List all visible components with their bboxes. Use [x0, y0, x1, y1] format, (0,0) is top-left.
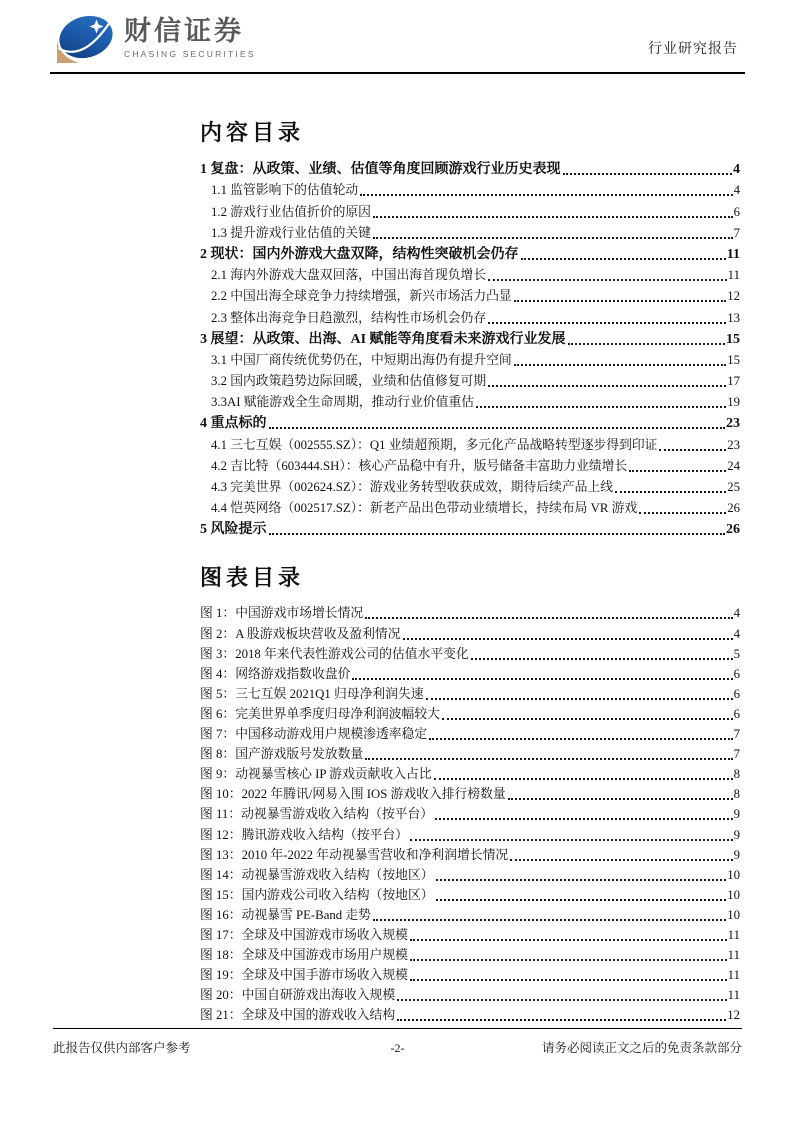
dot-leader	[410, 979, 727, 981]
figure-entry-page-number: 10	[727, 867, 740, 882]
dot-leader	[373, 216, 733, 218]
toc-entry-subsection[interactable]	[200, 369, 740, 390]
figure-entry-page-number: 9	[733, 847, 740, 862]
toc-entry-label: 2.1 海内外游戏大盘双回落，中国出海首现负增长	[211, 268, 487, 283]
toc-entry-section[interactable]	[200, 327, 740, 348]
dot-leader	[659, 449, 726, 451]
dot-leader	[514, 300, 726, 302]
dot-leader	[568, 343, 725, 345]
logo-mark-icon	[56, 12, 114, 64]
toc-entry-label: 1.1 监管影响下的估值轮动	[211, 183, 359, 198]
toc-title: 内容目录	[200, 120, 305, 145]
toc-entry-page-number: 23	[727, 437, 740, 452]
figure-entry-label: 图 16：动视暴雪 PE-Band 走势	[200, 907, 371, 922]
figure-entry[interactable]	[200, 904, 740, 924]
figure-entry-page-number: 11	[727, 927, 740, 942]
toc-entry-label: 4 重点标的	[200, 416, 267, 432]
figure-entry-page-number: 7	[733, 727, 740, 742]
figure-entry-label: 图 19：全球及中国手游市场收入规模	[200, 968, 408, 983]
figure-entry-page-number: 11	[727, 988, 740, 1003]
toc-entry-label: 4.4 恺英网络（002517.SZ）：新老产品出色带动业绩增长，持续布局 VR 游戏	[211, 501, 638, 516]
toc-entry-subsection[interactable]	[200, 432, 740, 453]
dot-leader	[615, 491, 726, 493]
figure-entry-page-number: 9	[733, 827, 740, 842]
figure-entry-page-number: 6	[733, 706, 740, 721]
dot-leader	[442, 718, 733, 720]
footer-page-number: -2-	[390, 1041, 405, 1055]
dot-leader	[629, 470, 726, 472]
header-divider	[50, 72, 745, 74]
toc-entry-label: 3.1 中国厂商传统优势仍在，中短期出海仍有提升空间	[211, 352, 512, 367]
figure-entry[interactable]	[200, 944, 740, 964]
toc-entry-page-number: 19	[727, 395, 740, 410]
dot-leader	[488, 279, 727, 281]
figure-entry-label: 图 10：2022 年腾讯/网易入围 IOS 游戏收入排行榜数量	[200, 787, 506, 802]
dot-leader	[269, 533, 726, 535]
figure-entry-label: 图 20：中国自研游戏出海收入规模	[200, 988, 396, 1003]
toc-entry-section[interactable]	[200, 157, 740, 178]
footer-row	[53, 1029, 742, 1056]
figure-entry-page-number: 8	[733, 787, 740, 802]
toc-entry-subsection[interactable]	[200, 496, 740, 517]
figure-entry[interactable]	[200, 1004, 740, 1024]
figure-entry-page-number: 11	[727, 948, 740, 963]
toc-entry-label: 1.3 提升游戏行业估值的关键	[211, 225, 371, 240]
toc-entry-page-number: 23	[726, 416, 740, 432]
toc-entry-label: 4.1 三七互娱（002555.SZ）：Q1 业绩超预期，多元化产品战略转型逐步得到印证	[211, 437, 658, 452]
figure-entry-label: 图 18：全球及中国游戏市场用户规模	[200, 948, 408, 963]
toc-entry-subsection[interactable]	[200, 390, 740, 411]
dot-leader	[436, 879, 727, 881]
toc-entry-page-number: 15	[726, 331, 740, 347]
dot-leader	[488, 385, 726, 387]
dot-leader	[373, 919, 726, 921]
toc-entry-label: 3.3AI 赋能游戏全生命周期，推动行业价值重估	[211, 395, 475, 410]
figure-entry[interactable]	[200, 602, 740, 622]
toc-entry-subsection[interactable]	[200, 454, 740, 475]
dot-leader	[373, 237, 733, 239]
toc-list	[200, 157, 740, 538]
toc-entry-page-number: 11	[727, 268, 740, 283]
toc-entry-page-number: 11	[726, 246, 740, 262]
toc-entry-page-number: 4	[733, 162, 740, 178]
toc-entry-page-number: 6	[733, 204, 740, 219]
figure-entry[interactable]	[200, 683, 740, 703]
toc-entry-page-number: 26	[726, 522, 740, 538]
figure-entry[interactable]	[200, 864, 740, 884]
toc-entry-subsection[interactable]	[200, 221, 740, 242]
toc-entry-page-number: 15	[727, 352, 740, 367]
figure-entry[interactable]	[200, 723, 740, 743]
dot-leader	[476, 406, 726, 408]
figure-entry[interactable]	[200, 984, 740, 1004]
figure-entry-page-number: 4	[733, 626, 740, 641]
figure-entry-page-number: 7	[733, 747, 740, 762]
toc-entry-subsection[interactable]	[200, 348, 740, 369]
figure-entry[interactable]	[200, 823, 740, 843]
dot-leader	[410, 959, 727, 961]
dot-leader	[426, 698, 733, 700]
toc-entry-section[interactable]	[200, 411, 740, 432]
dot-leader	[360, 194, 732, 196]
dot-leader	[435, 818, 733, 820]
figure-entry-label: 图 1：中国游戏市场增长情况	[200, 606, 364, 621]
toc-entry-label: 4.3 完美世界（002624.SZ）：游戏业务转型收获成效，期待后续产品上线	[211, 480, 614, 494]
figure-entry-label: 图 7：中国移动游戏用户规模渗透率稳定	[200, 727, 428, 742]
toc-entry-page-number: 26	[727, 501, 740, 516]
figure-list	[200, 602, 740, 1024]
dot-leader	[397, 999, 727, 1001]
figure-entry[interactable]	[200, 924, 740, 944]
dot-leader	[410, 939, 727, 941]
toc-entry-section[interactable]	[200, 517, 740, 538]
toc-entry-page-number: 17	[727, 374, 740, 389]
figure-entry-label: 图 6：完美世界单季度归母净利润波幅较大	[200, 706, 440, 721]
figure-entry[interactable]	[200, 663, 740, 683]
toc-entry-section[interactable]	[200, 242, 740, 263]
dot-leader	[508, 798, 733, 800]
figure-entry[interactable]	[200, 622, 740, 642]
figure-entry[interactable]	[200, 643, 740, 663]
toc-entry-label: 2 现状：国内外游戏大盘双降，结构性突破机会仍存	[200, 246, 519, 262]
figure-entry-page-number: 10	[727, 887, 740, 902]
figure-entry[interactable]	[200, 884, 740, 904]
company-logo	[56, 12, 256, 64]
figure-entry-label: 图 5：三七互娱 2021Q1 归母净利润失速	[200, 686, 424, 701]
toc-entry-subsection[interactable]	[200, 199, 740, 220]
figure-entry[interactable]	[200, 783, 740, 803]
figure-entry[interactable]	[200, 844, 740, 864]
figure-entry[interactable]	[200, 803, 740, 823]
figure-entry-page-number: 6	[733, 666, 740, 681]
figure-entry-label: 图 13：2010 年-2022 年动视暴雪营收和净利润增长情况	[200, 847, 509, 862]
figure-entry[interactable]	[200, 703, 740, 723]
report-type-label: 行业研究报告	[648, 42, 738, 57]
toc-entry-label: 5 风险提示	[200, 522, 267, 538]
figure-entry-label: 图 11：动视暴雪游戏收入结构（按平台）	[200, 807, 434, 822]
toc-entry-label: 4.2 吉比特（603444.SH）：核心产品稳中有升，版号储备丰富助力业绩增长	[211, 458, 628, 473]
dot-leader	[521, 258, 726, 260]
dot-leader	[410, 839, 733, 841]
dot-leader	[434, 778, 733, 780]
figure-entry[interactable]	[200, 763, 740, 783]
dot-leader	[471, 658, 733, 660]
toc-entry-label: 1 复盘：从政策、业绩、估值等角度回顾游戏行业历史表现	[200, 162, 561, 178]
toc-entry-subsection[interactable]	[200, 178, 740, 199]
dot-leader	[365, 758, 732, 760]
figure-entry-page-number: 5	[733, 646, 740, 661]
toc-entry-subsection[interactable]	[200, 284, 740, 305]
logo-name-cn: 财信证券	[124, 16, 244, 47]
dot-leader	[429, 738, 732, 740]
toc-entry-label: 2.3 整体出海竞争日趋激烈，结构性市场机会仍存	[211, 310, 487, 325]
figure-entry-label: 图 12：腾讯游戏收入结构（按平台）	[200, 827, 408, 842]
footer-disclaimer-left: 此报告仅供内部客户参考	[53, 1041, 191, 1055]
footer-disclaimer-right: 请务必阅读正文之后的免责条款部分	[541, 1041, 742, 1055]
figures-title: 图表目录	[200, 565, 305, 591]
figure-entry-page-number: 11	[727, 968, 740, 983]
figure-entry-page-number: 9	[733, 807, 740, 822]
figure-entry-label: 图 14：动视暴雪游戏收入结构（按地区）	[200, 867, 434, 882]
dot-leader	[514, 364, 726, 366]
logo-text	[124, 17, 256, 58]
figure-entry-page-number: 12	[727, 1008, 740, 1023]
figure-entry-label: 图 9：动视暴雪核心 IP 游戏贡献收入占比	[200, 767, 432, 782]
table-of-contents	[200, 120, 740, 1024]
dot-leader	[639, 512, 726, 514]
dot-leader	[365, 617, 732, 619]
toc-entry-subsection[interactable]	[200, 475, 740, 496]
toc-entry-label: 3.2 国内政策趋势边际回暖，业绩和估值修复可期	[211, 374, 487, 389]
figure-entry-label: 图 17：全球及中国游戏市场收入规模	[200, 927, 408, 942]
figure-entry-label: 图 8：国产游戏版号发放数量	[200, 747, 364, 762]
figure-entry-label: 图 3：2018 年来代表性游戏公司的估值水平变化	[200, 646, 469, 661]
dot-leader	[397, 1019, 726, 1021]
toc-entry-page-number: 7	[733, 225, 740, 240]
dot-leader	[352, 678, 732, 680]
page-footer	[53, 1028, 742, 1056]
toc-entry-label: 2.2 中国出海全球竞争力持续增强，新兴市场活力凸显	[211, 289, 512, 304]
toc-entry-page-number: 12	[727, 289, 740, 304]
figure-entry[interactable]	[200, 964, 740, 984]
figure-entry-label: 图 15：国内游戏公司收入结构（按地区）	[200, 887, 434, 902]
figure-entry-page-number: 6	[733, 686, 740, 701]
figure-entry-page-number: 4	[733, 606, 740, 621]
toc-entry-page-number: 25	[727, 480, 740, 494]
toc-entry-label: 1.2 游戏行业估值折价的原因	[211, 204, 371, 219]
logo-name-en: CHASING SECURITIES	[124, 48, 256, 59]
dot-leader	[436, 899, 727, 901]
toc-entry-subsection[interactable]	[200, 263, 740, 284]
figure-entry-page-number: 10	[727, 907, 740, 922]
toc-entry-page-number: 24	[727, 458, 740, 473]
dot-leader	[488, 322, 726, 324]
toc-entry-subsection[interactable]	[200, 305, 740, 326]
figure-entry[interactable]	[200, 743, 740, 763]
dot-leader	[269, 427, 726, 429]
figure-entry-label: 图 4：网络游戏指数收盘价	[200, 666, 351, 681]
toc-entry-label: 3 展望：从政策、出海、AI 赋能等角度看未来游戏行业发展	[200, 331, 566, 347]
toc-entry-page-number: 4	[733, 183, 740, 198]
dot-leader	[563, 173, 733, 175]
figure-entry-label: 图 2：A 股游戏板块营收及盈利情况	[200, 626, 401, 641]
dot-leader	[510, 859, 732, 861]
figure-entry-page-number: 8	[733, 767, 740, 782]
dot-leader	[403, 638, 733, 640]
toc-entry-page-number: 13	[727, 310, 740, 325]
figure-entry-label: 图 21：全球及中国的游戏收入结构	[200, 1008, 396, 1023]
